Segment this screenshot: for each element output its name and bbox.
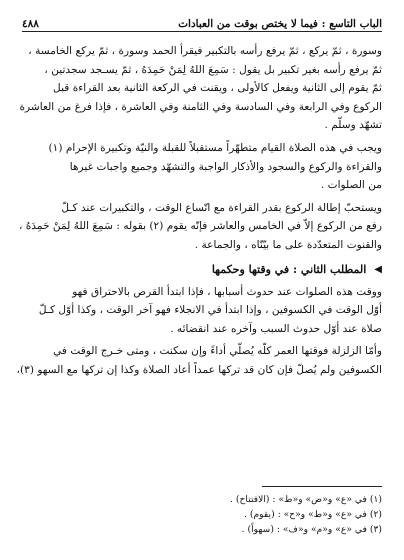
text-line: ثمّ يرفع رأسه بغير تكبير بل يقول : سَمِعَ اللهُ لِمَنْ حَمِدَهُ ، ثمّ يسـجد سجدتين ،	[44, 63, 382, 76]
text-line: أوّل الوقت في الكسوفين ، وإذا ابتدأ في الانجلاء فهو آخر الوقت ، وكذا أوّل كـلّ	[38, 304, 382, 317]
text-line: صلاة عند أوّل حدوث السبب وآخره عند انقضائه .	[170, 322, 382, 335]
paragraph	[22, 283, 382, 339]
text-line: من الصلوات .	[320, 179, 382, 192]
text-line: والقراءة والركوع والسجود والأذكار الواجبة والتشهّد وجميع واجبات غيرها	[69, 160, 382, 173]
text-line: وأمّا الزلزلة فوقتها العمر كلّه يُصلّي أداءً وإن سكنت ، ومتى خـرج الوقت في	[53, 345, 382, 358]
footnote: (١) في «ع» و«ض» و«ط» : (الافتتاح) .	[230, 494, 382, 505]
running-title: الباب التاسع : فيما لا يختص بوقت من العبادات	[178, 18, 382, 30]
text-line: ثمّ يقوم إلى الثانية ويفعل كالأولى ، ويقنت في الركعة الثانية بعد القراءة قبل	[53, 82, 382, 95]
text-line: تشهّد وسلّم .	[324, 119, 382, 132]
footnote: (٣) في «ع» و«م» و«ف» : (سهواً) .	[241, 524, 382, 535]
text-line: الركوع وفي الرابعة وفي السادسة وفي الثامنة وفي العاشرة ، فإذا فرغ من العاشرة	[19, 100, 382, 113]
header-rule	[22, 31, 382, 32]
footnote: (٢) في «ع» و«ط» و«ح» : (يقوم) .	[244, 509, 382, 520]
text-line: ويستحبّ إطالة الركوع بقدر القراءة مع اتّساع الوقت ، والتكبيرات عند كـلّ	[61, 201, 382, 214]
triangle-bullet-icon: ◀	[374, 264, 382, 276]
paragraph	[19, 42, 382, 135]
text-line: ويجب في هذه الصلاة القيام متطهّراً مستقبلاً للقبلة والنيّة وتكبيرة الإحرام (١)	[48, 141, 382, 154]
footnotes	[120, 492, 382, 537]
body-text	[16, 42, 382, 380]
paragraph	[18, 199, 382, 255]
text-line: وسورة ، ثمّ يركع ، ثمّ يرفع رأسه بالتكبير فيقرأ الحمد وسورة ، ثمّ يركع الخامسة ،	[28, 45, 382, 57]
text-line: رفع من الركوع إلاّ في الخامس والعاشر فإنّه يقوم (٢) بقوله : سَمِعَ اللهُ لِمَنْ حَمِدَهُ ،	[18, 220, 382, 233]
text-line: ووقت هذه الصلوات عند حدوث أسبابها ، فإذا ابتدأ القرص بالاحتراق فهو	[72, 285, 382, 298]
text-line: الكسوفين ولم يُصلّ فإن كان قد تركها عمداً أعاد الصلاة وكذا إن تركها مع السهو (٣)،	[16, 363, 382, 376]
section-heading-text: المطلب الثاني : في وقتها وحكمها	[211, 263, 367, 277]
footnote-rule	[262, 486, 382, 487]
section-heading	[22, 259, 382, 281]
page-number: ٤٨٨	[22, 18, 39, 30]
running-header	[22, 12, 382, 30]
paragraph	[16, 342, 382, 379]
paragraph	[22, 139, 382, 195]
text-line: والقنوت المتعدّدة على ما بيّنّاه ، والجماعة .	[194, 238, 382, 251]
